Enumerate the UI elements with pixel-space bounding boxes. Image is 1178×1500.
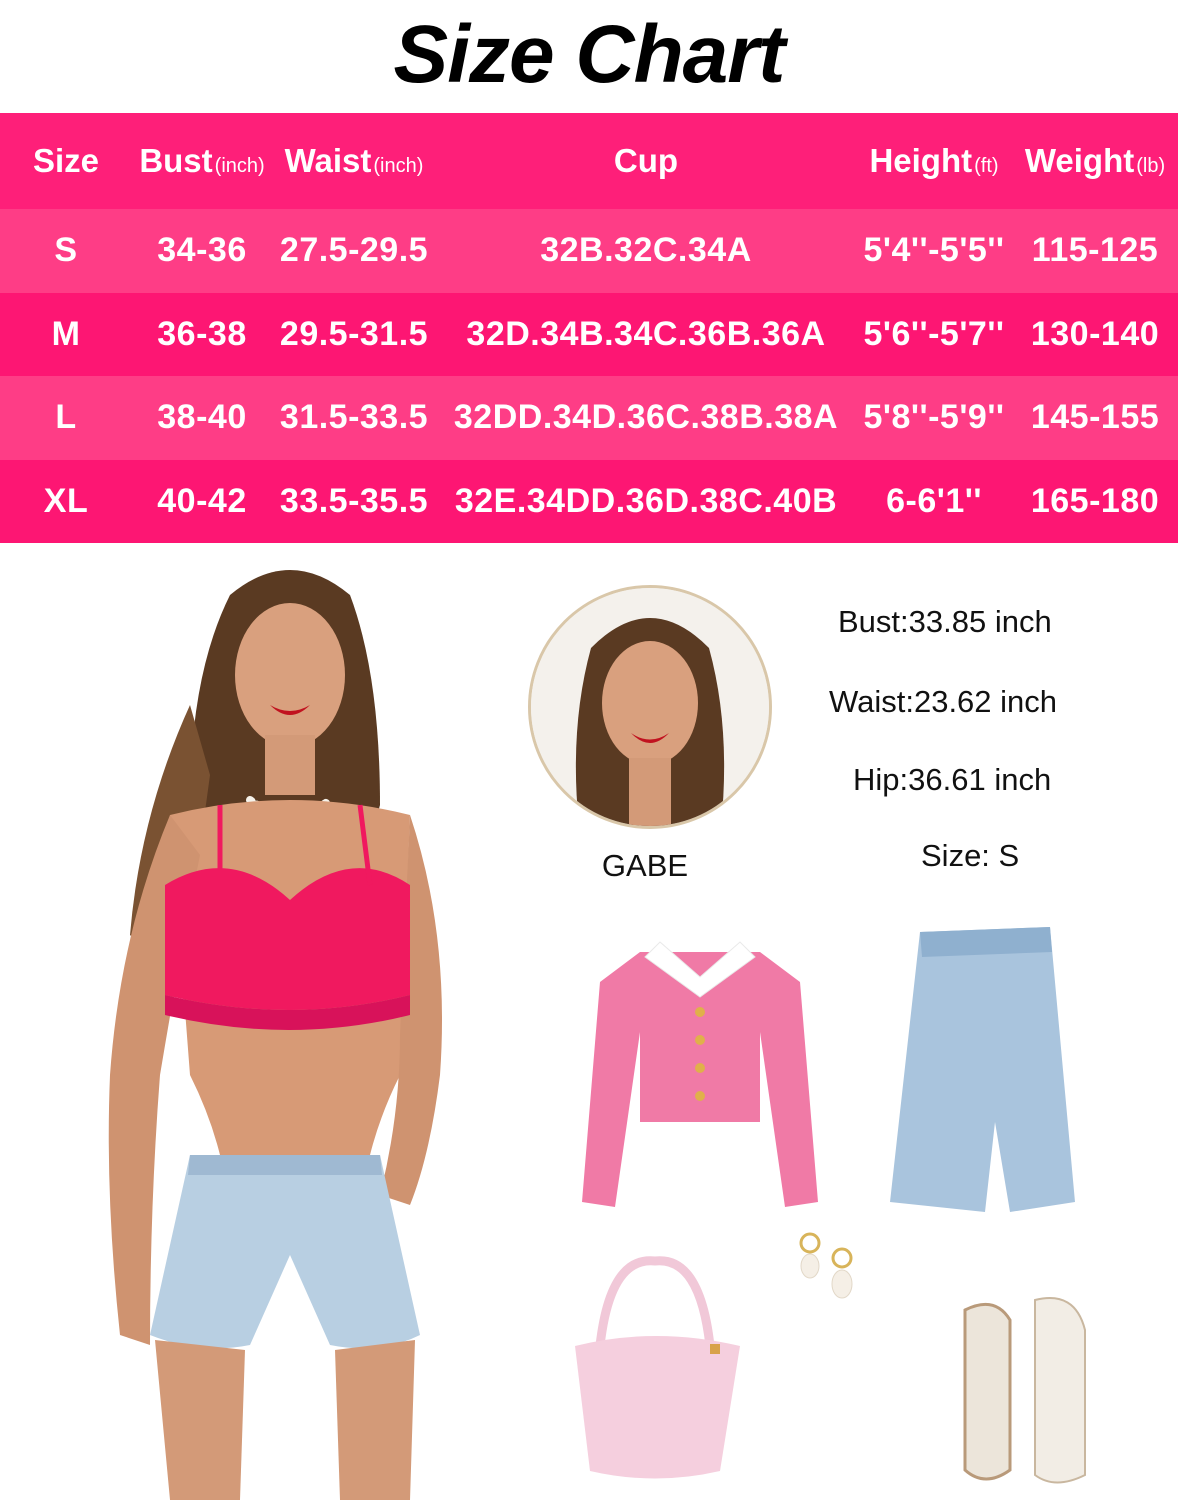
cell-cup: 32DD.34D.36C.38B.38A	[453, 398, 839, 437]
header-cup-label: Cup	[613, 142, 679, 179]
cell-cup: 32B.32C.34A	[540, 231, 752, 270]
model-waist: Waist:23.62 inch	[829, 684, 1058, 719]
cell-height: 5'6''-5'7''	[863, 314, 1005, 353]
model-size: Size: S	[921, 838, 1020, 873]
cell-bust: 40-42	[157, 481, 247, 520]
size-chart-title: Size Chart	[393, 9, 785, 100]
model-photo	[80, 555, 500, 1500]
cell-height: 6-6'1''	[886, 481, 982, 520]
cell-waist: 33.5-35.5	[279, 481, 429, 520]
header-height-unit: (ft)	[974, 154, 999, 177]
cell-weight: 130-140	[1030, 314, 1160, 353]
cell-size: S	[54, 231, 78, 270]
pink-jacket-image	[580, 922, 820, 1214]
pearl-earrings-image	[790, 1228, 870, 1318]
cell-bust: 34-36	[157, 231, 247, 270]
cell-cup: 32E.34DD.36D.38C.40B	[454, 481, 838, 520]
model-portrait	[528, 585, 772, 829]
cell-size: M	[51, 314, 81, 353]
size-table	[0, 113, 1178, 550]
header-weight	[1012, 113, 1178, 209]
cell-size: L	[55, 398, 77, 437]
header-height	[856, 113, 1012, 209]
cell-weight: 145-155	[1030, 398, 1160, 437]
model-name: GABE	[601, 848, 689, 883]
header-bust	[132, 113, 272, 209]
pink-handbag-image	[560, 1236, 750, 1486]
header-waist-label: Waist	[284, 142, 372, 179]
header-height-label: Height	[869, 142, 973, 179]
cell-size: XL	[43, 481, 89, 520]
table-header-row	[0, 113, 1178, 209]
cell-waist: 27.5-29.5	[279, 231, 429, 270]
header-cup	[436, 113, 856, 209]
table-row	[0, 376, 1178, 460]
header-weight-label: Weight	[1024, 142, 1135, 179]
cell-cup: 32D.34B.34C.36B.36A	[466, 314, 826, 353]
denim-skirt-image	[880, 922, 1080, 1222]
table-row	[0, 460, 1178, 544]
cell-waist: 31.5-33.5	[279, 398, 429, 437]
header-bust-unit: (inch)	[214, 154, 265, 177]
cell-bust: 36-38	[157, 314, 247, 353]
cell-height: 5'8''-5'9''	[863, 398, 1005, 437]
header-size	[0, 113, 132, 209]
table-row	[0, 293, 1178, 377]
cell-bust: 38-40	[157, 398, 247, 437]
header-waist	[272, 113, 436, 209]
model-bust: Bust:33.85 inch	[838, 604, 1052, 639]
cell-weight: 115-125	[1031, 231, 1159, 270]
header-bust-label: Bust	[139, 142, 213, 179]
model-hip: Hip:36.61 inch	[853, 762, 1052, 797]
header-size-label: Size	[32, 142, 100, 179]
cell-height: 5'4''-5'5''	[863, 231, 1005, 270]
table-row	[0, 209, 1178, 293]
header-weight-unit: (lb)	[1136, 154, 1166, 177]
cell-weight: 165-180	[1030, 481, 1160, 520]
portrait-illustration	[531, 588, 769, 826]
sneakers-image	[955, 1290, 1095, 1490]
header-waist-unit: (inch)	[373, 154, 424, 177]
cell-waist: 29.5-31.5	[279, 314, 429, 353]
